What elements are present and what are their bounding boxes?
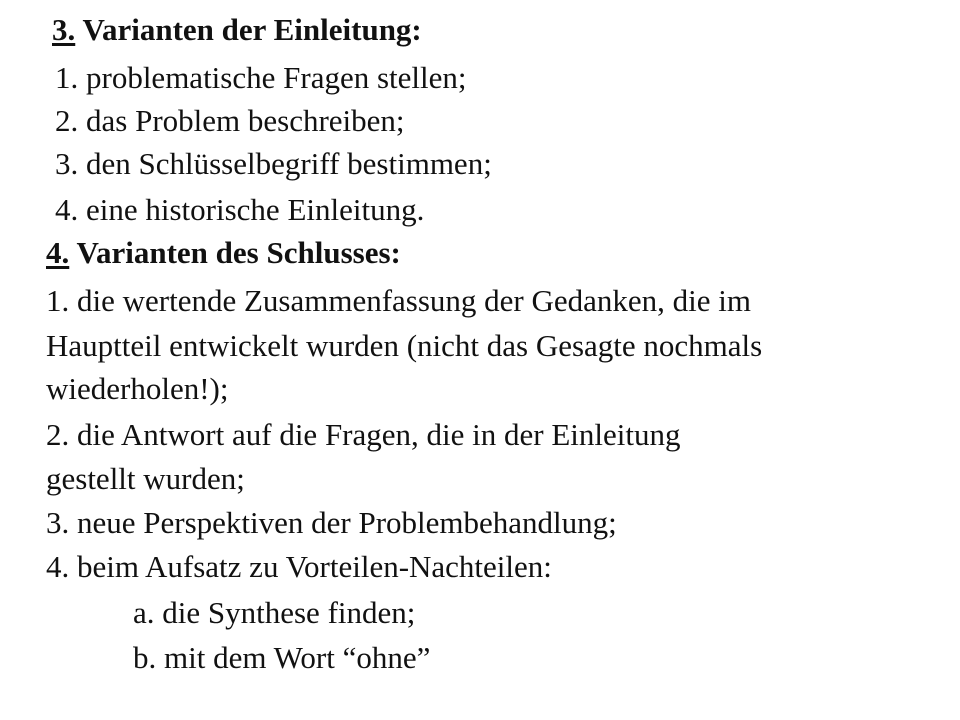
- section4-subitem-a: a. die Synthese finden;: [133, 595, 416, 630]
- section4-line-2: Hauptteil entwickelt wurden (nicht das Gesagte nochmals: [46, 328, 763, 363]
- section4-line-6: 3. neue Perspektiven der Problembehandlung;: [46, 505, 617, 540]
- section4-line-4: 2. die Antwort auf die Fragen, die in der Einleitung: [46, 417, 681, 452]
- section4-line-3: wiederholen!);: [46, 371, 229, 406]
- section4-line-7: 4. beim Aufsatz zu Vorteilen-Nachteilen:: [46, 549, 552, 584]
- section3-title: Varianten der Einleitung:: [75, 12, 422, 47]
- section4-subitem-b: b. mit dem Wort “ohne”: [133, 640, 431, 675]
- section3-item-1: 1. problematische Fragen stellen;: [55, 60, 467, 95]
- section3-item-4: 4. eine historische Einleitung.: [55, 192, 425, 227]
- section4-heading: [46, 236, 401, 270]
- section3-item-2: 2. das Problem beschreiben;: [55, 103, 405, 138]
- section4-line-1: 1. die wertende Zusammenfassung der Gedanken, die im: [46, 283, 752, 318]
- section3-number: 3.: [52, 12, 76, 47]
- section4-title: Varianten des Schlusses:: [69, 235, 401, 270]
- section4-line-5: gestellt wurden;: [46, 461, 245, 496]
- section3-heading: [52, 13, 422, 47]
- section3-item-3: 3. den Schlüsselbegriff bestimmen;: [55, 146, 492, 181]
- section4-number: 4.: [46, 235, 70, 270]
